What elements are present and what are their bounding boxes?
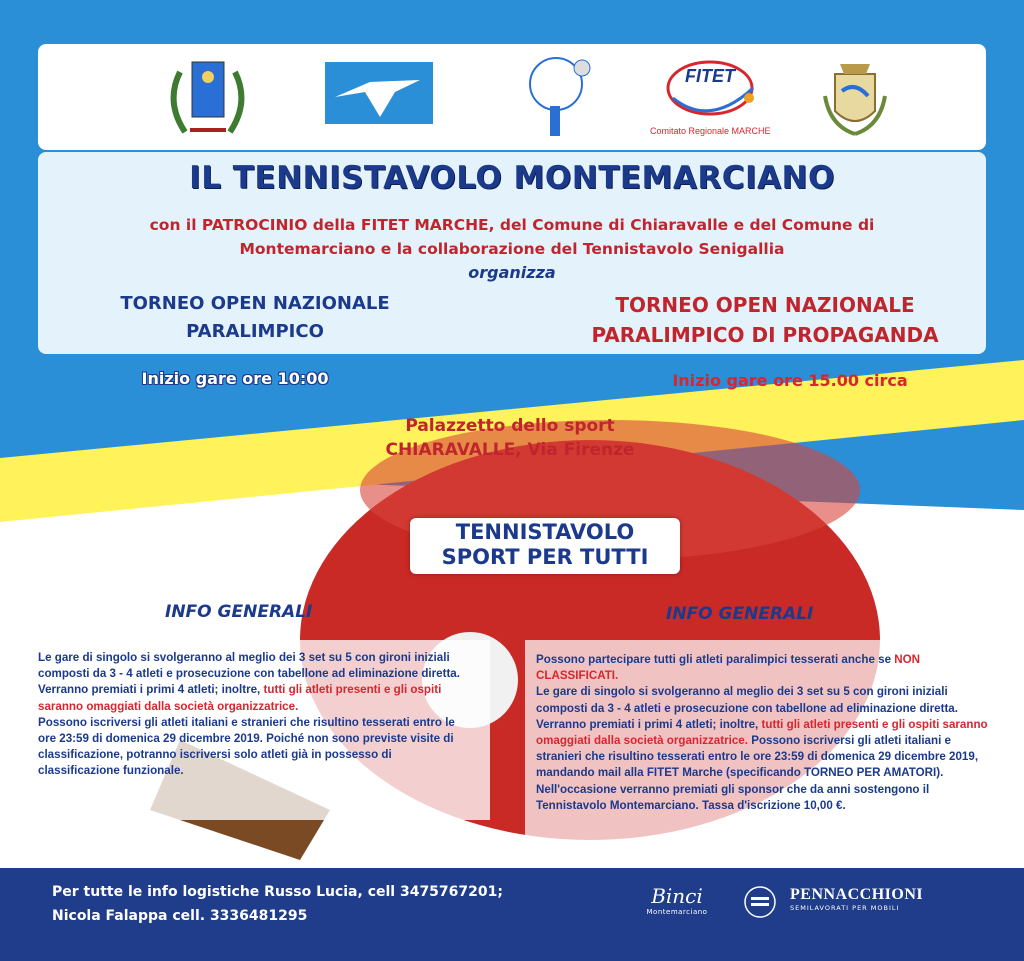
info-right-heading: INFO GENERALI [666, 604, 814, 624]
sponsor-binci-name: Binci [651, 884, 703, 908]
start-time-left: Inizio gare ore 10:00 [141, 369, 329, 388]
venue-line2: CHIARAVALLE, Via Firenze [385, 440, 635, 460]
info-left-p1-highlight: tutti gli atleti presenti e gli ospiti saranno omaggiati dalla società organizzatrice. [38, 683, 442, 713]
info-right-body [536, 652, 988, 814]
patronage-text: con il PATROCINIO della FITET MARCHE, del Comune di Chiaravalle e del Comune di Montemarciano e la collaborazione del Tennistavolo Senigallia [149, 216, 875, 258]
start-time-right: Inizio gare ore 15.00 circa [672, 371, 908, 390]
bird-logo-icon [325, 62, 433, 124]
info-right-p2-highlight: tutti gli atleti presenti e gli ospiti saranno omaggiati dalla società organizzatrice. [536, 717, 988, 748]
footer-line1: Per tutte le info logistiche Russo Lucia, cell 3475767201; [52, 884, 503, 900]
slogan [410, 520, 680, 570]
page-title: IL TENNISTAVOLO MONTEMARCIANO [189, 160, 835, 196]
paddle-logo-icon [530, 58, 590, 136]
fitet-caption: Comitato Regionale MARCHE [650, 126, 771, 136]
event-right-title: TORNEO OPEN NAZIONALE PARALIMPICO DI PROPAGANDA [591, 293, 939, 347]
info-right-p1-highlight: NON CLASSIFICATI. [536, 653, 921, 683]
event-left-title: TORNEO OPEN NAZIONALE PARALIMPICO [120, 293, 390, 342]
info-right-p1: Possono partecipare tutti gli atleti paralimpici tesserati anche se [536, 653, 892, 666]
pennacchioni-logo-icon [740, 885, 780, 919]
sponsor-pennacchioni [790, 886, 930, 912]
slogan-line2: SPORT PER TUTTI [441, 545, 649, 569]
info-left-body [38, 650, 470, 780]
fitet-logo-icon [650, 62, 771, 136]
info-right-p3: Possono iscriversi gli atleti italiani e stranieri che risultino tesserati entro le ore 23:59 di domenica 29 dicembre 2019, mandando mail alla FITET Marche (specificando TORNEO PER AMATORI). Nell'occasione verranno premiati gli sponsor che da anni sostengono il Tennistavolo Montemarciano. Tassa d'iscrizione 10,00 €. [536, 734, 979, 812]
sponsor-binci [632, 884, 722, 916]
crest-icon [825, 64, 885, 134]
info-left-p2: Possono iscriversi gli atleti italiani e stranieri che risultino tesserati entro le ore 23:59 di domenica 29 dicembre 2019. Poiché non sono previste visite di classificazione, potranno iscriversi solo atleti già in possesso di classificazione funzionale. [38, 715, 455, 778]
sponsor-binci-sub: Montemarciano [646, 908, 708, 916]
slogan-line1: TENNISTAVOLO [455, 520, 635, 544]
footer-line2: Nicola Falappa cell. 3336481295 [52, 908, 308, 924]
logos-row [160, 52, 920, 144]
venue [290, 414, 730, 462]
info-left-heading: INFO GENERALI [165, 602, 313, 622]
venue-line1: Palazzetto dello sport [405, 416, 615, 436]
info-left-p1: Le gare di singolo si svolgeranno al meglio dei 3 set su 5 con gironi iniziali composti da 3 - 4 atleti e prosecuzione con tabellone ad eliminazione diretta. Verranno premiati i primi 4 atleti; inoltre, [38, 651, 460, 697]
coat-of-arms-icon [174, 62, 242, 132]
info-right-p2: Le gare di singolo si svolgeranno al meglio dei 3 set su 5 con gironi iniziali composti da 3 - 4 atleti e prosecuzione con tabellone ad eliminazione diretta. Verranno premiati i primi 4 atleti; inoltre, [536, 685, 958, 731]
fitet-text: FITET [685, 66, 735, 86]
organizza-label: organizza [468, 263, 556, 282]
sponsor-pennacchioni-sub: SEMILAVORATI PER MOBILI [790, 904, 900, 912]
sponsor-pennacchioni-name: PENNACCHIONI [790, 886, 924, 903]
footer-contacts [52, 880, 612, 928]
